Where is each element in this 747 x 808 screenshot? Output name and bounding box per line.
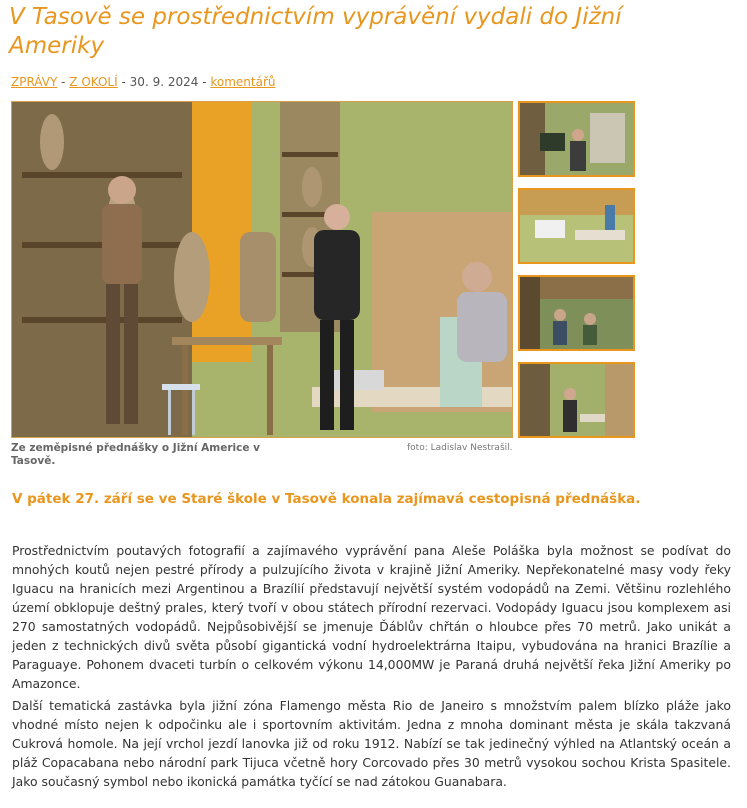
thumbnail-image bbox=[520, 103, 633, 175]
subcategory-link[interactable]: Z OKOLÍ bbox=[69, 75, 118, 89]
meta-separator: - bbox=[121, 75, 126, 89]
thumbnail-image bbox=[520, 364, 633, 436]
gallery-thumbnail-2[interactable] bbox=[518, 188, 635, 264]
main-photo[interactable] bbox=[11, 101, 513, 438]
gallery-thumbnail-4[interactable] bbox=[518, 362, 635, 438]
thumbnail-image bbox=[520, 277, 633, 349]
gallery-thumbnail-3[interactable] bbox=[518, 275, 635, 351]
comments-link[interactable]: komentářů bbox=[210, 75, 276, 89]
article-lead: V pátek 27. září se ve Staré škole v Tasově konala zajímavá cestopisná přednáška. bbox=[12, 491, 641, 507]
meta-separator: - bbox=[61, 75, 66, 89]
article-paragraph: Další tematická zastávka byla jižní zóna Flamengo města Rio de Janeiro s množstvím palem blízko pláže jako vhodné místo nejen k odpočinku ale i sportovním aktivitám. Jedna z mnoha dominant města je skála takzvaná Cukrová homole. Na její vrchol jezdí lanovka již od roku 1912. Nabízí se tak jedinečný výhled na Atlantský oceán a pláž Copacabana nebo národní park Tijuca včetně hory Corcovado přes 30 metrů vysokou sochou Krista Spasitele. Jako současný symbol nebo ikonická památka tyčící se nad zátokou Guanabara. bbox=[12, 698, 731, 789]
category-link[interactable]: ZPRÁVY bbox=[11, 75, 58, 89]
gallery-thumbnail-1[interactable] bbox=[518, 101, 635, 177]
meta-separator: - bbox=[202, 75, 207, 89]
photo-credit: foto: Ladislav Nestrašil. bbox=[407, 443, 513, 453]
article-title: V Tasově se prostřednictvím vyprávění vydali do Jižní Ameriky bbox=[9, 4, 622, 59]
lecture-photo-illustration bbox=[12, 102, 513, 438]
thumbnail-image bbox=[520, 190, 633, 262]
photo-caption: Ze zeměpisné přednášky o Jižní Americe v Tasově. bbox=[11, 442, 260, 467]
article-meta bbox=[11, 74, 276, 90]
article-date: 30. 9. 2024 bbox=[129, 75, 199, 89]
article-paragraph: Prostřednictvím poutavých fotografií a zajímavého vyprávění pana Aleše Poláška byla možnost se podívat do mnohých koutů nejen pestré přírody a pulzujícího života v krajině Jižní Ameriky. Nepřekonatelné masy vody řeky Iguacu na hranicích mezi Argentinou a Brazílií představují největší systém vodopádů na Zemi. Většinu rozlehlého území obklopuje deštný prales, který tvoří v obou státech přírodní rezervaci. Vodopády Iguacu jsou komplexem asi 270 samostatných vodopádů. Nejpůsobivější se jmenuje Ďáblův chřtán o hloubce přes 70 metrů. Jako unikát a jeden z technických divů světa působí gigantická vodní hydroelektrárna Itaipu, vybudována na hranici Brazílie a Paraguaye. Pohonem dvaceti turbín o celkovém výkonu 14,000MW je Paraná druhá největší řeka Jižní Ameriky po Amazonce. bbox=[12, 543, 731, 691]
